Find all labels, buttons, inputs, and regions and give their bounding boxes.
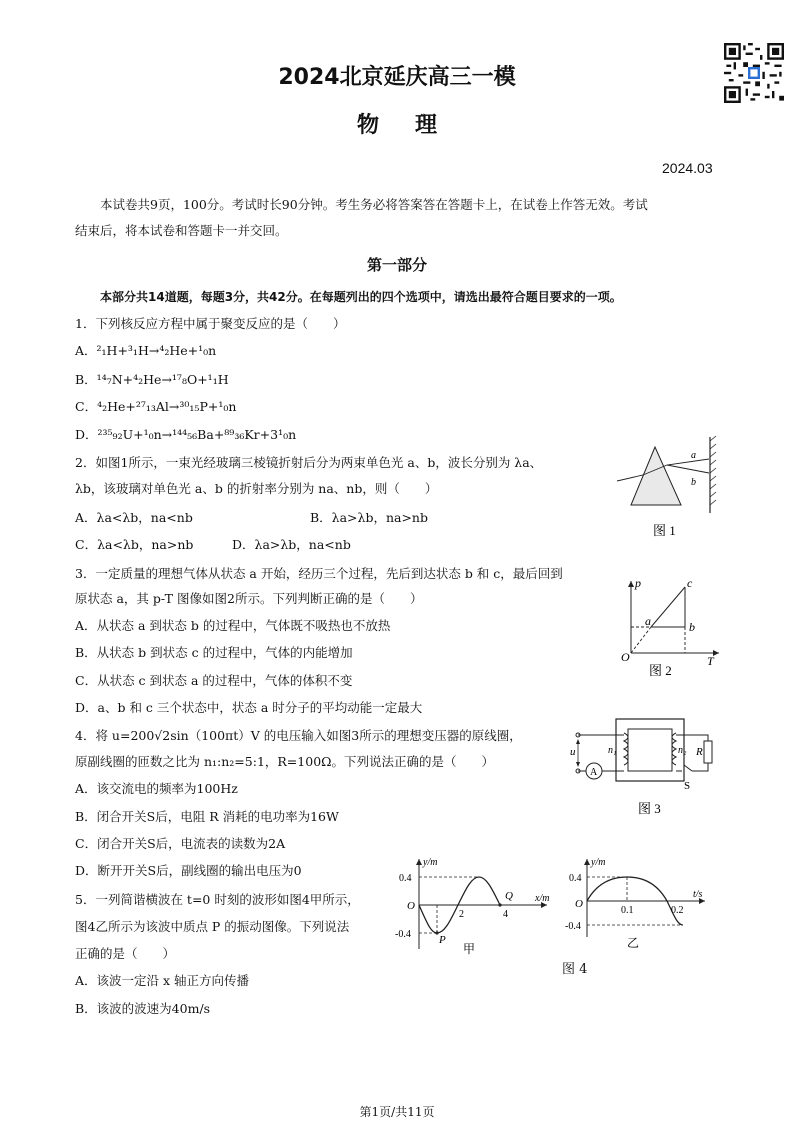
figure-4-yi-ylabel: y/m xyxy=(591,857,606,868)
figure-1-caption: 图 1 xyxy=(653,523,676,538)
q5-stem-line-2: 图4乙所示为该波中质点 P 的振动图像。下列说法 xyxy=(75,919,350,934)
q5-option-a: A．该波一定沿 x 轴正方向传播 xyxy=(75,973,250,988)
q4-option-a: A．该交流电的频率为100Hz xyxy=(75,781,238,796)
figure-4-yi-tick-0-2: 0.2 xyxy=(671,905,684,916)
q2-stem-line-2: λb，该玻璃对单色光 a、b 的折射率分别为 na、nb，则（ ） xyxy=(75,481,438,496)
figure-4-jia-tick-4: 4 xyxy=(503,909,508,920)
page-footer: 第1页/共11页 xyxy=(359,1105,435,1119)
figure-2-label-b: b xyxy=(689,620,695,634)
q1-option-d: D．²³⁵₉₂U+¹₀n→¹⁴⁴₅₆Ba+⁸⁹₃₆Kr+3¹₀n xyxy=(75,427,297,442)
figure-2-label-c: c xyxy=(687,576,693,590)
subject-title: 物理 xyxy=(356,113,473,138)
q4-option-c: C．闭合开关S后，电流表的读数为2A xyxy=(75,836,286,851)
q2-option-b: B．λa>λb，na>nb xyxy=(310,510,428,525)
figure-4-jia-origin: O xyxy=(407,900,415,912)
figure-3-label-n1: n₁ xyxy=(608,745,617,756)
figure-1-label-a: a xyxy=(691,450,696,461)
figure-3-label-S: S xyxy=(684,780,691,792)
q3-option-a: A．从状态 a 到状态 b 的过程中，气体既不吸热也不放热 xyxy=(75,618,391,633)
figure-4-jia-label-Q: Q xyxy=(505,890,513,902)
figure-3-caption: 图 3 xyxy=(638,801,661,816)
figure-3-label-u: u xyxy=(570,746,576,758)
q1-stem: 1．下列核反应方程中属于聚变反应的是（ ） xyxy=(75,316,346,331)
figure-3-ammeter-label: A xyxy=(590,767,598,778)
q2-option-d: D．λa>λb，na<nb xyxy=(232,537,351,552)
figure-2-axis-T: T xyxy=(707,654,714,668)
intro-line-1: 本试卷共9页，100分。考试时长90分钟。考生务必将答案答在答题卡上，在试卷上作答无效。考试 xyxy=(100,197,648,212)
q2-option-a: A．λa<λb，na<nb xyxy=(75,510,193,525)
q5-stem-line-1: 5．一列简谐横波在 t=0 时刻的波形如图4甲所示， xyxy=(75,892,360,907)
part-description: 本部分共14道题，每题3分，共42分。在每题列出的四个选项中，请选出最符合题目要求的一项。 xyxy=(100,290,622,304)
q3-option-b: B．从状态 b 到状态 c 的过程中，气体的内能增加 xyxy=(75,645,353,660)
q2-stem-line-1: 2．如图1所示，一束光经玻璃三棱镜折射后分为两束单色光 a、b，波长分别为 λa、 xyxy=(75,455,543,470)
figure-4-jia-caption: 甲 xyxy=(463,942,476,956)
q3-option-d: D．a、b 和 c 三个状态中，状态 a 时分子的平均动能一定最大 xyxy=(75,700,423,715)
figure-4-yi-tick-0-1: 0.1 xyxy=(621,905,634,916)
figure-3-label-R: R xyxy=(696,746,703,758)
q5-stem-line-3: 正确的是（ ） xyxy=(75,946,176,961)
figure-2-pt-graph xyxy=(615,575,725,683)
figure-4-jia-ytop: 0.4 xyxy=(399,873,412,884)
q3-stem-line-1: 3．一定质量的理想气体从状态 a 开始，经历三个过程，先后到达状态 b 和 c，最后回到 xyxy=(75,566,563,581)
figure-4-yi-caption: 乙 xyxy=(627,936,640,950)
intro-line-2: 结束后，将本试卷和答题卡一并交回。 xyxy=(75,223,288,238)
figure-4-caption: 图 4 xyxy=(562,962,588,977)
figure-4-yi-ytop: 0.4 xyxy=(569,873,582,884)
figure-4-jia-label-P: P xyxy=(439,934,446,946)
figure-1-prism xyxy=(615,435,720,545)
q3-option-c: C．从状态 c 到状态 a 的过程中，气体的体积不变 xyxy=(75,673,353,688)
figure-3-label-n2: n₂ xyxy=(678,745,687,756)
figure-4-yi-ybot: -0.4 xyxy=(565,921,581,932)
part-title: 第一部分 xyxy=(366,256,427,274)
q5-option-b: B．该波的波速为40m/s xyxy=(75,1001,211,1016)
q4-option-b: B．闭合开关S后，电阻 R 消耗的电功率为16W xyxy=(75,809,339,824)
figure-4-jia-ybot: -0.4 xyxy=(395,929,411,940)
page-title: 2024北京延庆高三一模 xyxy=(278,65,516,90)
figure-3-transformer-circuit xyxy=(568,713,723,821)
figure-4-yi-xlabel: t/s xyxy=(693,889,703,900)
figure-4-jia-xlabel: x/m xyxy=(535,893,550,904)
figure-2-origin: O xyxy=(621,650,630,664)
q4-stem-line-1: 4．将 u=200√2sin（100πt）V 的电压输入如图3所示的理想变压器的原线圈， xyxy=(75,728,522,743)
q2-option-c: C．λa<λb，na>nb xyxy=(75,537,194,552)
figure-4-yi-vibration-graph xyxy=(565,853,715,958)
q1-option-c: C．⁴₂He+²⁷₁₃Al→³⁰₁₅P+¹₀n xyxy=(75,399,237,414)
q4-stem-line-2: 原副线圈的匝数之比为 n₁:n₂=5:1，R=100Ω。下列说法正确的是（ ） xyxy=(75,754,495,769)
figure-2-axis-p: p xyxy=(635,576,641,590)
figure-1-label-b: b xyxy=(691,477,696,488)
q3-stem-line-2: 原状态 a，其 p-T 图像如图2所示。下列判断正确的是（ ） xyxy=(75,591,423,606)
q1-option-a: A．²₁H+³₁H→⁴₂He+¹₀n xyxy=(75,343,217,358)
figure-2-caption: 图 2 xyxy=(649,663,672,678)
figure-4-jia-ylabel: y/m xyxy=(423,857,438,868)
exam-date: 2024.03 xyxy=(662,160,713,176)
q4-option-d: D．断开开关S后，副线圈的输出电压为0 xyxy=(75,863,302,878)
figure-4-jia-wave-graph xyxy=(395,853,560,958)
figure-2-label-a: a xyxy=(645,614,651,628)
figure-4-yi-origin: O xyxy=(575,898,583,910)
figure-4-jia-tick-2: 2 xyxy=(459,909,464,920)
q1-option-b: B．¹⁴₇N+⁴₂He→¹⁷₈O+¹₁H xyxy=(75,372,229,387)
